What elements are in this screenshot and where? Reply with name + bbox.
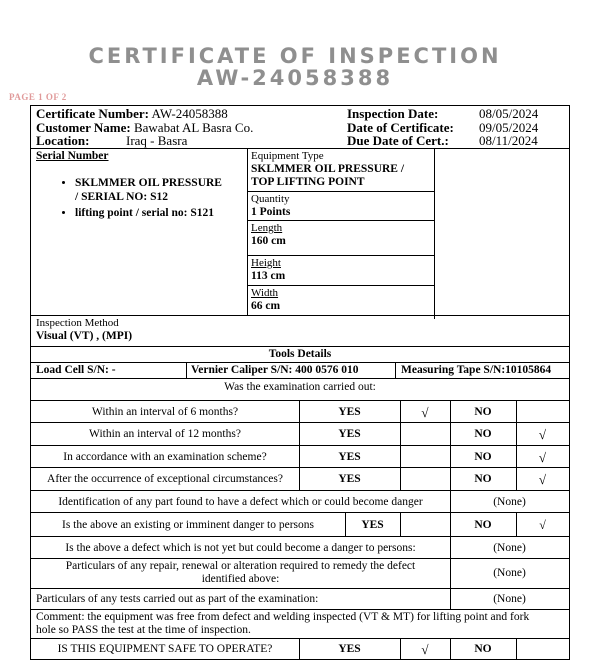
defect-identification-label: Identification of any part found to have a defect which or could become danger [58,496,423,508]
check-mark-icon: √ [421,642,429,657]
yes-label: YES [338,428,361,440]
repair-value: (None) [493,567,526,579]
height-value: 113 cm [251,270,286,282]
tests-label: Particulars of any tests carried out as part of the examination: [36,593,319,605]
safe-to-operate-label: IS THIS EQUIPMENT SAFE TO OPERATE? [57,643,273,655]
yes-label: YES [338,451,361,463]
yes-label: YES [338,473,361,485]
date-of-cert-label: Date of Certificate: [347,120,454,135]
safe-yes: YES [338,643,361,655]
exam-question: Was the examination carried out: [224,381,376,393]
height-label: Height [251,257,281,269]
repair-label: Particulars of any repair, renewal or alteration required to remedy the defect identified above: [65,560,416,585]
cert-number-value: AW-24058388 [151,106,228,121]
check-mark-icon: √ [538,450,547,465]
location-label: Location: [36,133,90,148]
no-label: NO [474,451,492,463]
exam-row-label: Within an interval of 12 months? [89,428,241,440]
customer-label: Customer Name: [36,120,131,135]
tools-heading: Tools Details [268,348,332,360]
due-date-value: 08/11/2024 [479,133,538,148]
inspection-date-value: 08/05/2024 [479,106,539,121]
length-label: Length [251,222,283,234]
vernier-caliper: Vernier Caliper S/N: 400 0576 010 [191,364,359,376]
list-item: • SKLMMER OIL PRESSURE / SERIAL NO: S12 [75,176,222,204]
serial-number-label: Serial Number [36,150,109,162]
future-defect-label: Is the above a defect which is not yet but could become a danger to persons: [65,542,416,554]
danger-label: Is the above an existing or imminent danger to persons [62,519,314,531]
page-indicator: PAGE 1 OF 2 [9,92,67,102]
location-value: Iraq - Basra [126,133,188,148]
safe-no: NO [474,643,492,655]
check-mark-icon: √ [538,472,547,487]
cert-number-label: Certificate Number: [36,106,149,121]
check-mark-icon: √ [421,405,429,420]
danger-yes: YES [361,519,384,531]
certificate-id-title: AW-24058388 [196,66,394,90]
certificate-title: CERTIFICATE OF INSPECTION [88,44,502,68]
future-defect-value: (None) [493,542,526,554]
exam-row-label: Within an interval of 6 months? [91,406,239,418]
exam-row-label: After the occurrence of exceptional circumstances? [47,473,283,485]
inspection-date-label: Inspection Date: [347,106,439,121]
danger-no: NO [474,519,492,531]
equipment-type-label: Equipment Type [251,150,324,162]
quantity-value: 1 Points [251,206,291,218]
equipment-type-value: SKLMMER OIL PRESSURE / TOP LIFTING POINT [251,163,405,188]
exam-row-label: In accordance with an examination scheme? [63,451,267,463]
quantity-label: Quantity [251,193,290,205]
check-mark-icon: √ [538,427,547,442]
serial-list [35,176,222,222]
width-label: Width [251,287,279,299]
no-label: NO [474,406,492,418]
no-label: NO [474,428,492,440]
date-of-cert-value: 09/05/2024 [479,120,539,135]
certificate-number [36,107,228,121]
yes-label: YES [338,406,361,418]
list-item: • lifting point / serial no: S121 [75,206,222,220]
tests-value: (None) [493,593,526,605]
load-cell: Load Cell S/N: - [36,364,116,376]
inspection-form [30,105,570,660]
due-date-label: Due Date of Cert.: [347,133,449,148]
customer-value: Bawabat AL Basra Co. [133,120,254,135]
check-mark-icon: √ [539,518,546,532]
inspection-method-value: Visual (VT) , (MPI) [36,330,133,342]
no-label: NO [474,473,492,485]
length-value: 160 cm [251,235,286,247]
inspection-method-label: Inspection Method [36,317,119,329]
measuring-tape: Measuring Tape S/N:10105864 [401,364,552,376]
defect-identification-value: (None) [493,496,526,508]
width-value: 66 cm [251,300,281,312]
comment: Comment: the equipment was free from defect and welding inspected (VT & MT) for lifting point and fork hole so PASS the test at the time of inspection. [36,611,530,636]
